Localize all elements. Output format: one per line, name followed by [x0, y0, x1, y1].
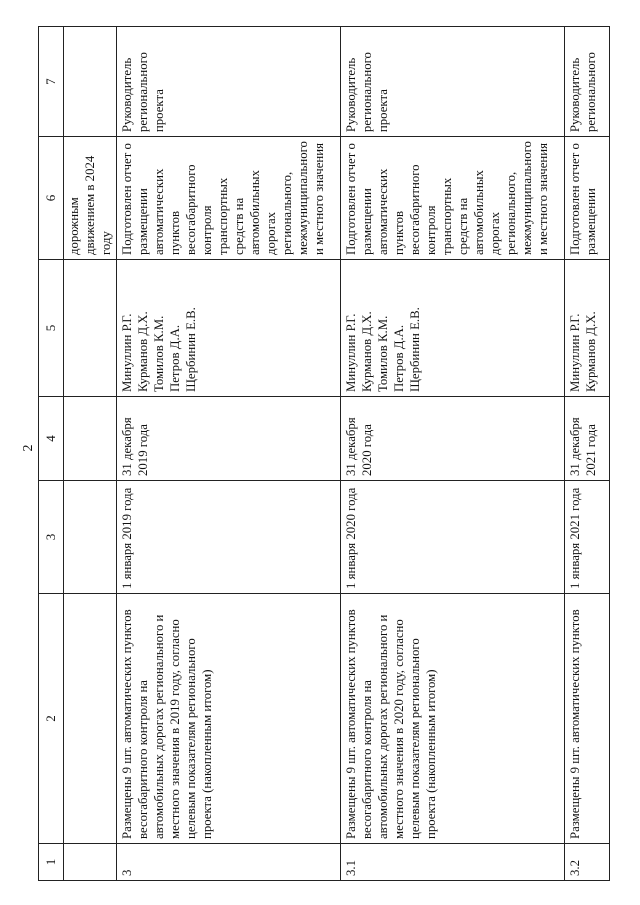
header-cell-3: 3 [39, 481, 64, 594]
header-cell-5: 5 [39, 260, 64, 397]
row-start-date: 1 января 2019 года [117, 481, 341, 594]
row-responsible [341, 260, 565, 397]
responsible-person: Курманов Д.Х. [136, 311, 150, 392]
page-number: 2 [21, 444, 36, 452]
responsible-person: Курманов Д.Х. [360, 311, 374, 392]
row-number: 3.1 [341, 844, 565, 881]
responsible-person: Минуллин Р.Г. [120, 313, 134, 392]
carry-over-text: дорожным движением в 2024 году [64, 137, 117, 260]
responsible-person: Минуллин Р.Г. [568, 313, 582, 392]
table-row [341, 27, 565, 881]
row-control: Руководитель регионального проекта [117, 27, 341, 137]
table-row [565, 27, 610, 881]
responsible-person: Минуллин Р.Г. [344, 313, 358, 392]
row-end-date: 31 декабря 2021 года [565, 397, 610, 481]
project-plan-table [38, 26, 610, 881]
header-cell-6: 6 [39, 137, 64, 260]
responsible-person: Щербинин Е.В. [408, 307, 422, 392]
row-number: 3.2 [565, 844, 610, 881]
row-description: Размещены 9 шт. автоматических пунктов весогабаритного контроля на автомобильных дорогах регионального и местного значения в 2020 году, согласно целевым показателям регионального проекта (накопленным итогом) [341, 594, 565, 844]
responsible-person: Щербинин Е.В. [184, 307, 198, 392]
row-control: Руководитель регионального [565, 27, 610, 137]
row-result: Подготовлен отчет о размещении автоматических пунктов весогабаритного контроля транспортных средств на автомобильных дорогах регионального, межмуниципального и местного значения [341, 137, 565, 260]
header-cell-2: 2 [39, 594, 64, 844]
row-description: Размещены 9 шт. автоматических пунктов весогабаритного контроля на автомобильных дорогах регионального и местного значения в 2019 году, согласно целевым показателям регионального проекта (накопленным итогом) [117, 594, 341, 844]
row-control: Руководитель регионального проекта [341, 27, 565, 137]
responsible-person: Петров Д.А. [168, 324, 182, 392]
row-end-date: 31 декабря 2020 года [341, 397, 565, 481]
row-start-date: 1 января 2020 года [341, 481, 565, 594]
responsible-person: Курманов Д.Х. [584, 311, 598, 392]
row-start-date: 1 января 2021 года [565, 481, 610, 594]
responsible-person: Петров Д.А. [392, 324, 406, 392]
row-result: Подготовлен отчет о размещении автоматических пунктов весогабаритного контроля транспортных средств на автомобильных дорогах регионального, межмуниципального и местного значения [117, 137, 341, 260]
responsible-person: Томилов К.М. [376, 315, 390, 392]
table-row [117, 27, 341, 881]
header-row [39, 27, 64, 881]
row-result: Подготовлен отчет о размещении [565, 137, 610, 260]
row-end-date: 31 декабря 2019 года [117, 397, 341, 481]
header-cell-4: 4 [39, 397, 64, 481]
row-responsible [565, 260, 610, 397]
row-responsible [117, 260, 341, 397]
row-number: 3 [117, 844, 341, 881]
row-description: Размещены 9 шт. автоматических пунктов [565, 594, 610, 844]
header-cell-7: 7 [39, 27, 64, 137]
carry-over-row [64, 27, 117, 881]
header-cell-1: 1 [39, 844, 64, 881]
responsible-person: Томилов К.М. [152, 315, 166, 392]
